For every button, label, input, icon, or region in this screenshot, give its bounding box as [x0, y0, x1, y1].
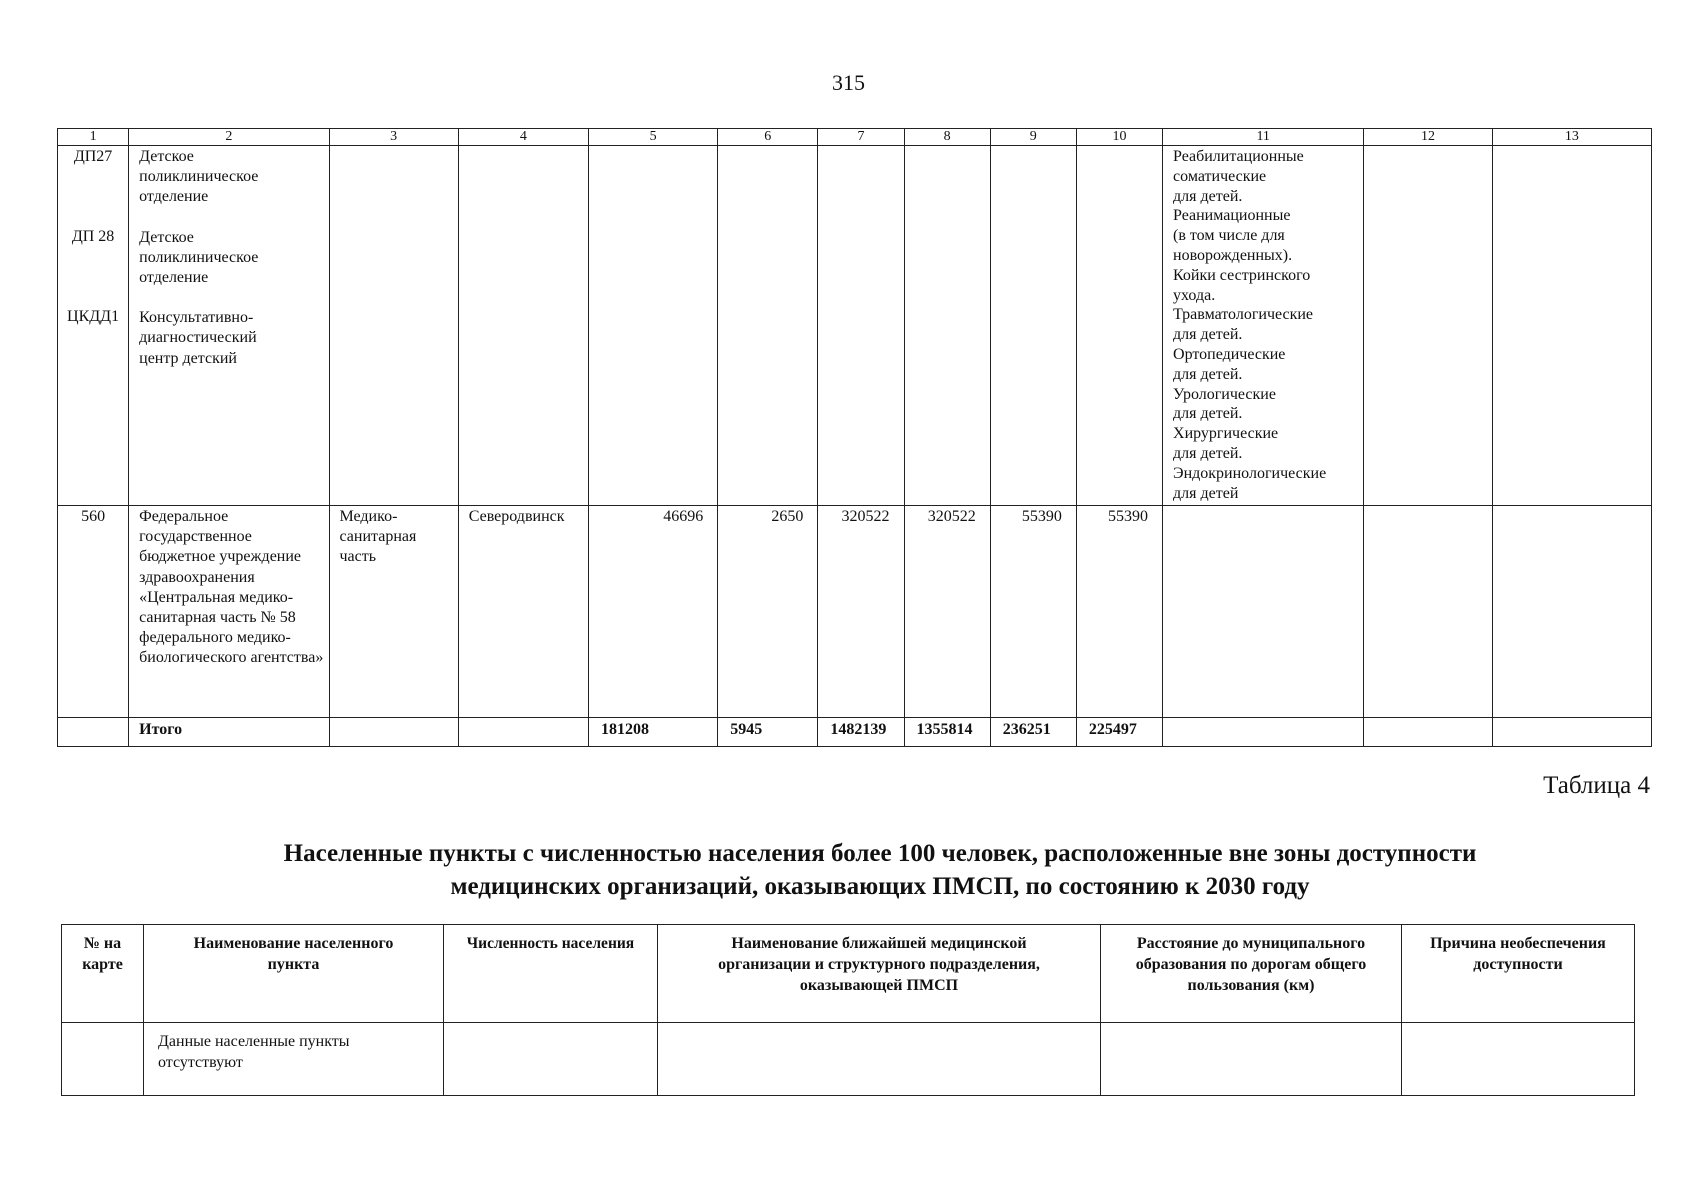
- column-header: № на карте: [62, 925, 144, 1023]
- total-value: 1355814: [904, 718, 990, 747]
- column-number: 4: [458, 129, 588, 146]
- bed-profile-line: для детей.: [1173, 405, 1243, 423]
- bed-profile-line: Реанимационные: [1173, 207, 1291, 225]
- bed-profile-line: (в том числе для: [1173, 227, 1285, 245]
- locality: Северодвинск: [458, 506, 588, 718]
- bed-profile-line: Урологические: [1173, 385, 1276, 403]
- value-cell: 55390: [1076, 506, 1162, 718]
- page-number: 315: [832, 70, 865, 95]
- localities-table: [61, 924, 1635, 1096]
- table-cell: [1101, 1023, 1402, 1096]
- unit-code: ЦКДД1: [67, 308, 120, 326]
- total-value: 5945: [718, 718, 818, 747]
- unit-code: ДП27: [73, 148, 113, 165]
- total-value: 1482139: [818, 718, 904, 747]
- column-number: 7: [818, 129, 904, 146]
- column-number: 8: [904, 129, 990, 146]
- total-value: 181208: [588, 718, 717, 747]
- bed-profile-line: для детей: [1173, 484, 1239, 502]
- bed-profile-line: для детей.: [1173, 326, 1243, 344]
- row-number: 560: [58, 506, 129, 718]
- table-cell: Данные населенные пункты отсутствуют: [144, 1023, 444, 1096]
- table-cell: [658, 1023, 1101, 1096]
- column-number: 3: [329, 129, 458, 146]
- value-cell: 55390: [990, 506, 1076, 718]
- header-row: [62, 925, 1635, 1023]
- total-value: 225497: [1076, 718, 1162, 747]
- unit-type: Медико-санитарная часть: [329, 506, 458, 718]
- column-header: Причина необеспечения доступности: [1402, 925, 1635, 1023]
- column-number: 12: [1364, 129, 1492, 146]
- unit-name: Детское поликлиническое отделение: [139, 148, 259, 206]
- unit-name: Детское поликлиническое отделение: [139, 228, 259, 287]
- unit-name: Консультативно-диагностический центр детский: [139, 309, 257, 367]
- bed-profile-line: для детей.: [1173, 365, 1243, 383]
- bed-profile-line: ухода.: [1173, 286, 1216, 304]
- column-header: Численность населения: [444, 925, 658, 1023]
- column-number: 9: [990, 129, 1076, 146]
- organization-name: Федеральное государственное бюджетное учреждение здравоохранения «Центральная медико-санитарная часть № 58 федерального медико-биологического агентства»: [129, 506, 329, 718]
- table-title-line: Населенные пункты с численностью населения более 100 человек, расположенные вне зоны доступности: [283, 840, 1477, 867]
- table-cell: [444, 1023, 658, 1096]
- total-value: 236251: [990, 718, 1076, 747]
- column-number: 6: [718, 129, 818, 146]
- bed-profile-line: Койки сестринского: [1173, 266, 1311, 284]
- column-number: 10: [1076, 129, 1162, 146]
- bed-profile-line: для детей.: [1173, 187, 1243, 205]
- total-label: Итого: [129, 718, 329, 747]
- unit-code: ДП 28: [71, 228, 115, 246]
- table-row: [62, 1023, 1635, 1096]
- table-row: [58, 146, 1652, 506]
- column-number: 1: [58, 129, 129, 146]
- total-row: [58, 718, 1652, 747]
- bed-profiles-cell: [1163, 146, 1364, 506]
- column-number: 13: [1492, 129, 1651, 146]
- table-cell: [1402, 1023, 1635, 1096]
- bed-profile-line: новорожденных).: [1173, 246, 1293, 264]
- table-caption: Таблица 4: [1543, 772, 1650, 799]
- table-row: [58, 506, 1652, 718]
- column-number: 5: [588, 129, 717, 146]
- bed-profile-line: соматические: [1173, 167, 1267, 185]
- table-title-line: медицинских организаций, оказывающих ПМСП, по состоянию к 2030 году: [450, 873, 1310, 900]
- value-cell: 46696: [588, 506, 717, 718]
- facilities-table: [57, 128, 1652, 747]
- bed-profile-line: для детей.: [1173, 444, 1243, 462]
- value-cell: 320522: [818, 506, 904, 718]
- column-header: Наименование ближайшей медицинской организации и структурного подразделения, оказывающей ПМСП: [658, 925, 1101, 1023]
- column-number-row: [58, 129, 1652, 146]
- unit-names-cell: [129, 146, 329, 506]
- bed-profile-line: Травматологические: [1173, 306, 1314, 324]
- column-number: 11: [1163, 129, 1364, 146]
- column-header: Расстояние до муниципального образования по дорогам общего пользования (км): [1101, 925, 1402, 1023]
- column-header: Наименование населенного пункта: [144, 925, 444, 1023]
- unit-codes-cell: [58, 146, 129, 506]
- table-title: [0, 837, 1697, 903]
- value-cell: 2650: [718, 506, 818, 718]
- bed-profile-line: Ортопедические: [1173, 345, 1286, 363]
- table-cell: [62, 1023, 144, 1096]
- bed-profile-line: Хирургические: [1173, 425, 1279, 443]
- bed-profile-line: Реабилитационные: [1173, 148, 1304, 165]
- bed-profile-line: Эндокринологические: [1173, 464, 1327, 482]
- column-number: 2: [129, 129, 329, 146]
- value-cell: 320522: [904, 506, 990, 718]
